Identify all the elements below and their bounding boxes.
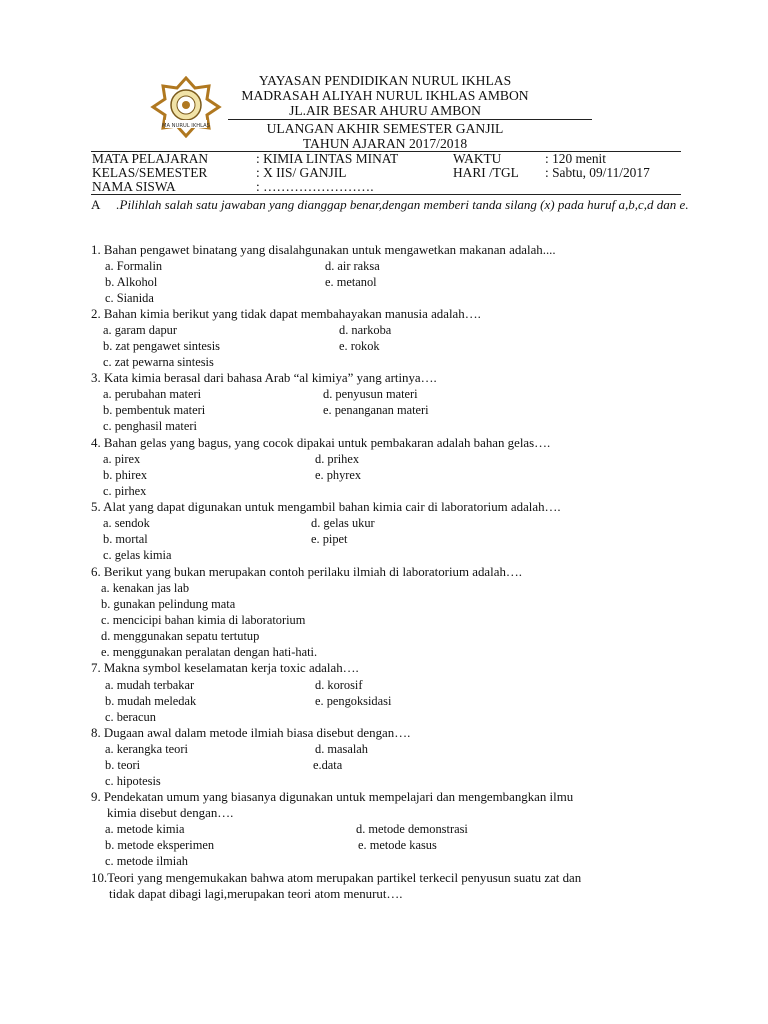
info-divider: [91, 194, 681, 195]
q6-option-e[interactable]: e. menggunakan peralatan dengan hati-hati.: [101, 645, 318, 659]
q5-option-b[interactable]: b. mortal: [103, 532, 148, 546]
q7-option-e[interactable]: e. pengoksidasi: [315, 694, 392, 708]
q5-option-a[interactable]: a. sendok: [103, 516, 150, 530]
q4-option-d[interactable]: d. prihex: [315, 452, 360, 466]
q9-option-d[interactable]: d. metode demonstrasi: [356, 822, 468, 836]
q1-option-b[interactable]: b. Alkohol: [105, 275, 158, 289]
q2-option-e[interactable]: e. rokok: [339, 339, 380, 353]
q2-option-a[interactable]: a. garam dapur: [103, 323, 177, 337]
question-3: 3. Kata kimia berasal dari bahasa Arab “al kimiya” yang artinya….: [91, 371, 437, 385]
question-8: 8. Dugaan awal dalam metode ilmiah biasa disebut dengan….: [91, 726, 411, 740]
class-value: : X IIS/ GANJIL: [256, 165, 347, 180]
q4-option-b[interactable]: b. phirex: [103, 468, 148, 482]
subject-value: : KIMIA LINTAS MINAT: [256, 151, 399, 166]
q7-option-c[interactable]: c. beracun: [105, 710, 156, 724]
q9-option-b[interactable]: b. metode eksperimen: [105, 838, 215, 852]
q2-option-b[interactable]: b. zat pengawet sintesis: [103, 339, 220, 353]
q5-option-c[interactable]: c. gelas kimia: [103, 548, 172, 562]
q7-option-a[interactable]: a. mudah terbakar: [105, 678, 195, 692]
q5-option-e[interactable]: e. pipet: [311, 532, 348, 546]
q3-option-a[interactable]: a. perubahan materi: [103, 387, 202, 401]
q8-option-e[interactable]: e.data: [313, 758, 343, 772]
question-7: 7. Makna symbol keselamatan kerja toxic adalah….: [91, 661, 359, 675]
question-6: 6. Berikut yang bukan merupakan contoh perilaku ilmiah di laboratorium adalah….: [91, 565, 522, 579]
q3-option-e[interactable]: e. penanganan materi: [323, 403, 429, 417]
q4-option-c[interactable]: c. pirhex: [103, 484, 147, 498]
q6-option-d[interactable]: d. menggunakan sepatu tertutup: [101, 629, 260, 643]
section-letter: A: [91, 197, 101, 212]
q2-option-d[interactable]: d. narkoba: [339, 323, 392, 337]
student-name-label: NAMA SISWA: [92, 179, 176, 194]
school-address: JL.AIR BESAR AHURU AMBON: [289, 103, 481, 118]
date-value: : Sabtu, 09/11/2017: [545, 165, 650, 180]
school-name: MADRASAH ALIYAH NURUL IKHLAS AMBON: [241, 88, 529, 103]
header-divider-top: [228, 119, 592, 120]
logo-text: MA NURUL IKHLAS: [162, 123, 210, 129]
q4-option-e[interactable]: e. phyrex: [315, 468, 362, 482]
question-2: 2. Bahan kimia berikut yang tidak dapat membahayakan manusia adalah….: [91, 307, 481, 321]
foundation-name: YAYASAN PENDIDIKAN NURUL IKHLAS: [258, 73, 512, 88]
q7-option-b[interactable]: b. mudah meledak: [105, 694, 197, 708]
q9-option-a[interactable]: a. metode kimia: [105, 822, 185, 836]
question-1: 1. Bahan pengawet binatang yang disalahgunakan untuk mengawetkan makanan adalah....: [91, 243, 556, 257]
q9-option-c[interactable]: c. metode ilmiah: [105, 854, 188, 868]
academic-year: TAHUN AJARAN 2017/2018: [302, 136, 468, 151]
q8-option-a[interactable]: a. kerangka teori: [105, 742, 188, 756]
q6-option-b[interactable]: b. gunakan pelindung mata: [101, 597, 236, 611]
q6-option-a[interactable]: a. kenakan jas lab: [101, 581, 190, 595]
question-9-cont: kimia disebut dengan….: [107, 806, 234, 820]
question-4: 4. Bahan gelas yang bagus, yang cocok dipakai untuk pembakaran adalah bahan gelas….: [91, 436, 551, 450]
question-9: 9. Pendekatan umum yang biasanya digunakan untuk mempelajari dan mengembangkan ilmu: [91, 790, 574, 804]
student-name-field: : …………………….: [256, 179, 374, 194]
question-10: 10.Teori yang mengemukakan bahwa atom merupakan partikel terkecil penyusun suatu zat dan: [91, 871, 582, 885]
q1-option-d[interactable]: d. air raksa: [325, 259, 380, 273]
q3-option-d[interactable]: d. penyusun materi: [323, 387, 418, 401]
q6-option-c[interactable]: c. mencicipi bahan kimia di laboratorium: [101, 613, 306, 627]
q7-option-d[interactable]: d. korosif: [315, 678, 363, 692]
question-10-cont: tidak dapat dibagi lagi,merupakan teori atom menurut….: [109, 887, 403, 901]
question-5: 5. Alat yang dapat digunakan untuk mengambil bahan kimia cair di laboratorium adalah….: [91, 500, 561, 514]
q1-option-c[interactable]: c. Sianida: [105, 291, 154, 305]
date-label: HARI /TGL: [453, 165, 519, 180]
class-label: KELAS/SEMESTER: [92, 165, 208, 180]
subject-label: MATA PELAJARAN: [92, 151, 209, 166]
q2-option-c[interactable]: c. zat pewarna sintesis: [103, 355, 214, 369]
instruction-text: .Pilihlah salah satu jawaban yang dianggap benar,dengan memberi tanda silang (x) pada huruf a,b,c,d dan e.: [113, 197, 689, 212]
q4-option-a[interactable]: a. pirex: [103, 452, 141, 466]
instruction: [91, 196, 691, 214]
q1-option-e[interactable]: e. metanol: [325, 275, 377, 289]
q9-option-e[interactable]: e. metode kasus: [358, 838, 437, 852]
q8-option-d[interactable]: d. masalah: [315, 742, 368, 756]
q8-option-c[interactable]: c. hipotesis: [105, 774, 161, 788]
q3-option-c[interactable]: c. penghasil materi: [103, 419, 197, 433]
q3-option-b[interactable]: b. pembentuk materi: [103, 403, 206, 417]
q5-option-d[interactable]: d. gelas ukur: [311, 516, 375, 530]
q1-option-a[interactable]: a. Formalin: [105, 259, 163, 273]
q8-option-b[interactable]: b. teori: [105, 758, 141, 772]
time-label: WAKTU: [453, 151, 502, 166]
time-value: : 120 menit: [545, 151, 606, 166]
exam-title: ULANGAN AKHIR SEMESTER GANJIL: [266, 121, 504, 136]
